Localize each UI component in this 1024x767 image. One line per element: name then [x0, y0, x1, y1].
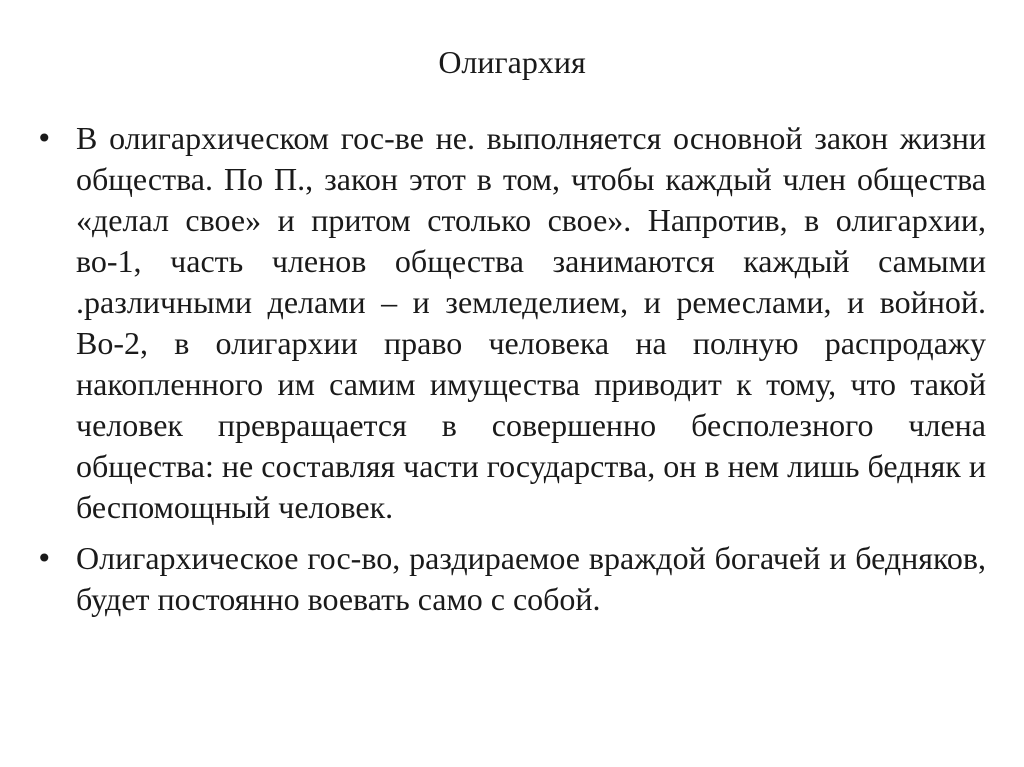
bullet-text: Олигархическое гос-во, раздираемое враждой богачей и бедняков, будет постоянно воевать само с собой. [76, 540, 986, 617]
bullet-item [36, 118, 986, 528]
bullet-list [36, 118, 986, 630]
bullet-point-icon: • [36, 542, 53, 575]
slide-title: Олигархия [438, 44, 586, 80]
bullet-item [36, 538, 986, 620]
bullet-point-icon: • [36, 122, 53, 155]
bullet-text: В олигархическом гос-ве не. выполняется основной закон жизни общества. По П., закон этот в том, чтобы каждый член общества «делал свое» и притом столько свое». Напротив, в олигархии, во-1, часть членов общества занимаются каждый самыми .различными делами – и земледелием, и ремеслами, и войной. Во-2, в олигархии право человека на полную распродажу накопленного им самим имущества приводит к тому, что такой человек превращается в совершенно бесполезного члена общества: не составляя части государства, он в нем лишь бедняк и беспомощный человек. [76, 120, 986, 525]
